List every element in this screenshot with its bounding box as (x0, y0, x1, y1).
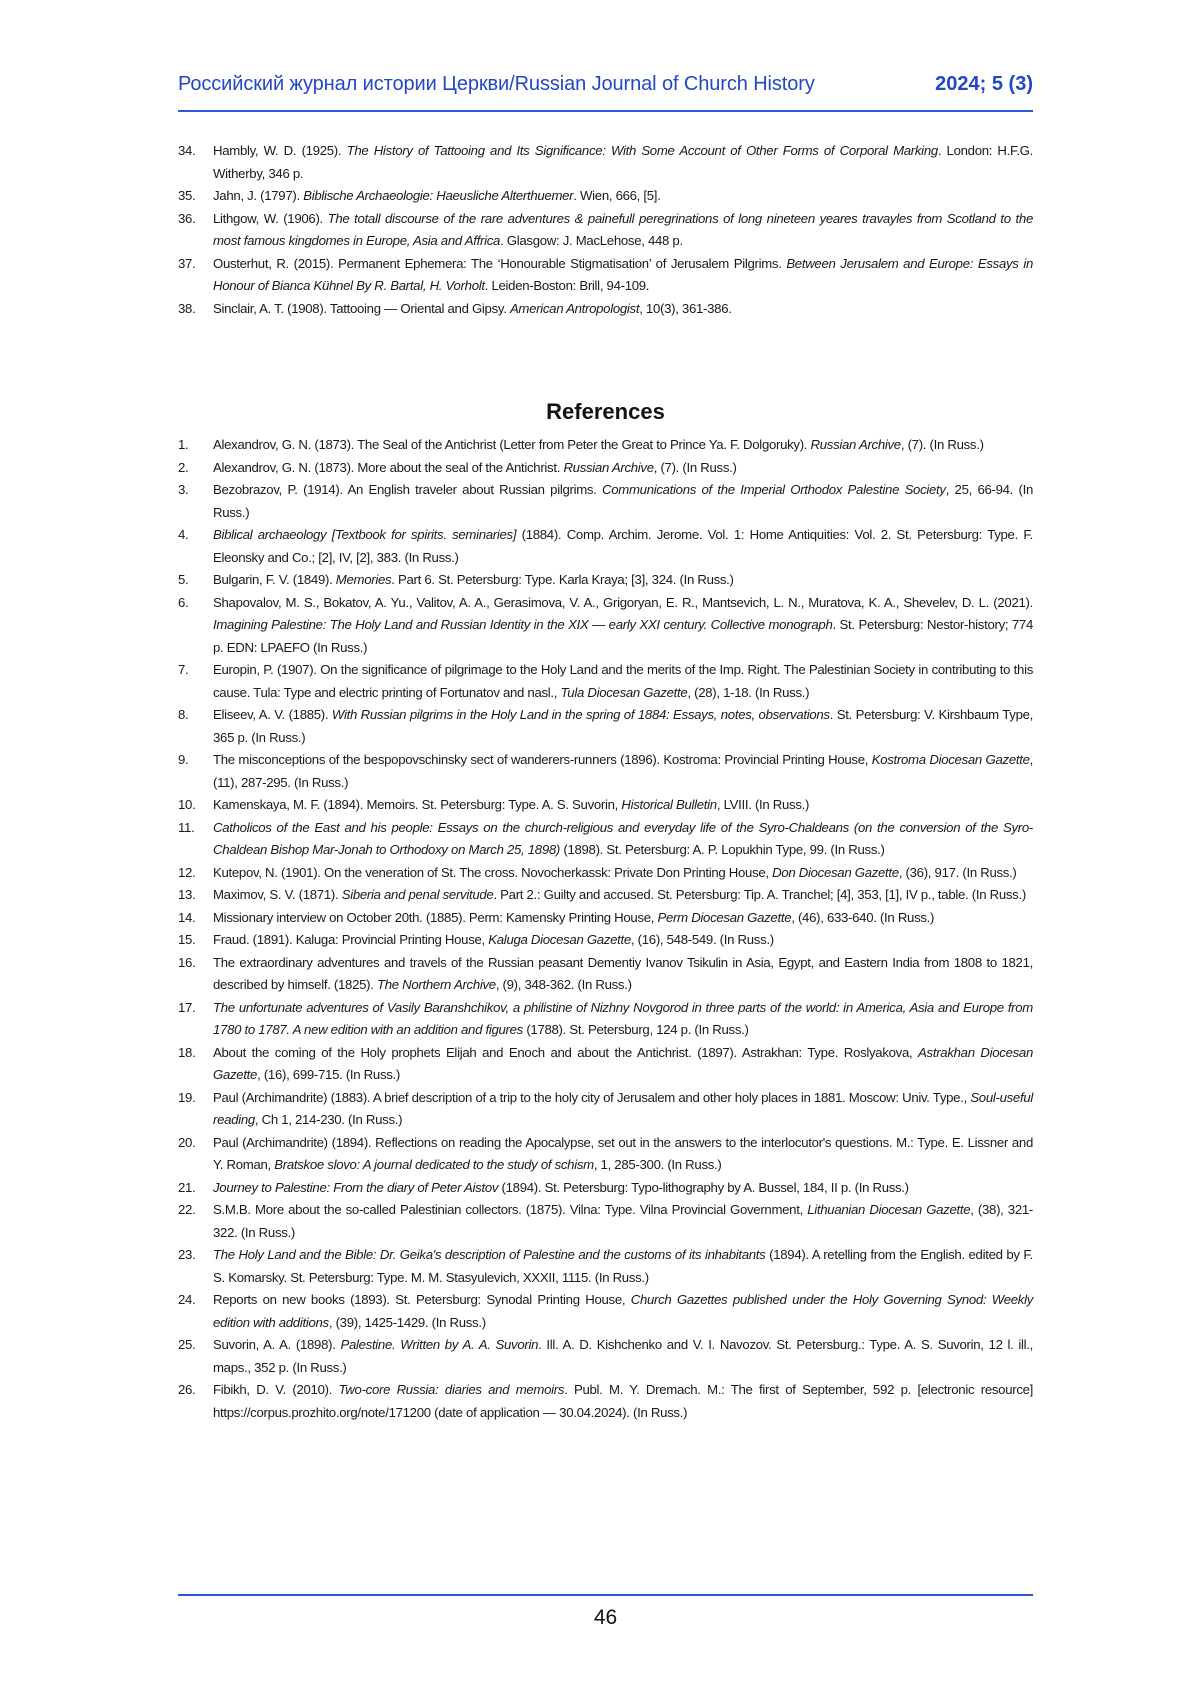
issue-number: 2024; 5 (3) (935, 73, 1033, 95)
reference-text: , (46), 633-640. (In Russ.) (791, 909, 935, 925)
reference-text: Paul (Archimandrite) (1894). Reflections on reading the Apocalypse, set out in the answers to the interlocutor's questions. M.: Type. E. Lissner and Y. Roman, (213, 1134, 1033, 1172)
reference-item (178, 457, 1033, 480)
reference-title: Russian Archive (810, 437, 901, 452)
reference-item (178, 794, 1033, 817)
reference-text: Jahn, J. (1797). (213, 188, 304, 203)
reference-title: Biblische Archaeologie: Haeusliche Alterthuemer (303, 188, 574, 203)
reference-title: Between Jerusalem and Europe: Essays in Honour of Bianca Kühnel By R. Bartal, H. Vorholt (213, 255, 1033, 293)
reference-text: Bulgarin, F. V. (1849). (213, 572, 336, 587)
reference-title: Imagining Palestine: The Holy Land and Russian Identity in the XIX — early XXI century. Collective monograph (213, 617, 833, 632)
page-number: 46 (593, 1606, 618, 1629)
reference-text: , (39), 1425-1429. (In Russ.) (328, 1314, 486, 1330)
reference-text: Fibikh, D. V. (2010). (213, 1382, 339, 1397)
reference-title: Journey to Palestine: From the diary of Peter Aistov (213, 1179, 499, 1195)
reference-item (178, 298, 1033, 321)
reference-item (178, 569, 1033, 592)
reference-text: (1894). St. Petersburg: Typo-lithography by A. Bussel, 184, II p. (In Russ.) (498, 1179, 909, 1195)
reference-number: 10. (178, 797, 196, 812)
reference-title: Soul-useful reading (213, 1089, 1033, 1127)
reference-item (178, 862, 1033, 885)
reference-item (178, 1132, 1033, 1177)
reference-text: , (9), 348-362. (In Russ.) (495, 977, 632, 992)
reference-number: 3. (178, 482, 189, 497)
reference-title: The Northern Archive (376, 977, 496, 992)
reference-text: , LVIII. (In Russ.) (716, 797, 810, 812)
reference-item (178, 952, 1033, 997)
reference-text: . Wien, 666, [5]. (573, 188, 661, 203)
reference-text: . London: H.F.G. Witherby, 346 p. (213, 143, 1034, 181)
reference-text: (1884). Comp. Archim. Jerome. Vol. 1: Home Antiquities: Vol. 2. St. Petersburg: Type. F. Eleonsky and Co.; [2], IV, [2], 383. (In Russ.) (213, 527, 1033, 565)
reference-number: 12. (178, 864, 196, 880)
reference-title: The unfortunate adventures of Vasily Baranshchikov, a philistine of Nizhny Novgorod in three parts of the world: in America, Asia and Europe from 1780 to 1787. A new edition with an addition and figures (213, 999, 1033, 1037)
reference-number: 26. (178, 1382, 196, 1397)
reference-number: 2. (178, 459, 189, 475)
reference-number: 16. (178, 954, 196, 970)
reference-number: 15. (178, 932, 196, 947)
reference-text: Paul (Archimandrite) (1883). A brief description of a trip to the holy city of Jerusalem and other holy places in 1881. Moscow: Univ. Type., (213, 1089, 971, 1105)
reference-item (178, 997, 1033, 1042)
reference-text: Ousterhut, R. (2015). Permanent Ephemera: The ‘Honourable Stigmatisation’ of Jerusalem Pilgrims. (213, 255, 787, 271)
reference-number: 18. (178, 1044, 196, 1060)
reference-item (178, 185, 1033, 208)
reference-text: S.M.B. More about the so-called Palestinian collectors. (1875). Vilna: Type. Vilna Provincial Government, (213, 1202, 808, 1217)
reference-text: , (16), 548-549. (In Russ.) (630, 932, 774, 947)
reference-item (178, 929, 1033, 952)
reference-number: 37. (178, 255, 196, 271)
reference-title: Astrakhan Diocesan Gazette (213, 1044, 1034, 1082)
reference-item (178, 749, 1033, 794)
reference-title: Two-core Russia: diaries and memoirs (338, 1382, 565, 1397)
references-list (178, 434, 1033, 1424)
reference-item (178, 1177, 1033, 1200)
reference-item (178, 659, 1033, 704)
reference-number: 6. (178, 594, 189, 610)
reference-title: Don Diocesan Gazette (772, 864, 899, 880)
reference-title: Memories (335, 572, 392, 587)
reference-title: The History of Tattooing and Its Significance: With Some Account of Other Forms of Corporal Marking (346, 143, 938, 158)
reference-text: . Publ. M. Y. Dremach. M.: The first of September, 592 p. [electronic resource] https://corpus.prozhito.org/note/171200 (date of application — 30.04.2024). (In Russ.) (213, 1382, 1034, 1420)
reference-title: The Holy Land and the Bible: Dr. Geika's description of Palestine and the customs of its inhabitants (213, 1247, 766, 1262)
reference-number: 35. (178, 188, 196, 203)
reference-number: 1. (178, 437, 189, 452)
reference-text: Alexandrov, G. N. (1873). The Seal of the Antichrist (Letter from Peter the Great to Prince Ya. F. Dolgoruky). (213, 437, 811, 452)
reference-number: 23. (178, 1247, 196, 1262)
reference-text: Lithgow, W. (1906). (213, 210, 328, 226)
reference-title: Tula Diocesan Gazette (560, 684, 688, 700)
reference-title: With Russian pilgrims in the Holy Land in the spring of 1884: Essays, notes, observations (331, 707, 830, 722)
reference-text: , (28), 1-18. (In Russ.) (687, 684, 810, 700)
reference-text: , 25, 66-94. (In Russ.) (213, 482, 1033, 520)
reference-item (178, 592, 1033, 660)
reference-item (178, 907, 1033, 930)
reference-title: Biblical archaeology [Textbook for spirits. seminaries] (213, 527, 517, 542)
reference-text: . Part 6. St. Petersburg: Type. Karla Kraya; [3], 324. (In Russ.) (391, 572, 734, 587)
reference-text: , (16), 699-715. (In Russ.) (257, 1067, 400, 1082)
reference-item (178, 253, 1033, 298)
reference-text: (1898). St. Petersburg: A. P. Lopukhin Type, 99. (In Russ.) (560, 842, 885, 857)
reference-text: Europin, P. (1907). On the significance of pilgrimage to the Holy Land and the merits of the Imp. Right. The Palestinian Society in contributing to this cause. Tula: Type and electric printing of Fortunatov and nasl., (213, 662, 1033, 700)
reference-text: . Leiden-Boston: Brill, 94-109. (484, 278, 650, 293)
reference-item (178, 1334, 1033, 1379)
reference-text: Suvorin, A. A. (1898). (213, 1337, 341, 1352)
reference-title: Russian Archive (563, 459, 654, 475)
reference-text: Kutepov, N. (1901). On the veneration of St. The cross. Novocherkassk: Private Don Printing House, (213, 864, 773, 880)
reference-title: Perm Diocesan Gazette (657, 909, 792, 925)
reference-title: Communications of the Imperial Orthodox Palestine Society (602, 482, 946, 497)
reference-number: 13. (178, 887, 196, 902)
page (178, 0, 1033, 1694)
reference-number: 11. (178, 819, 195, 835)
reference-text: , 1, 285-300. (In Russ.) (593, 1157, 722, 1172)
reference-item (178, 479, 1033, 524)
reference-text: (1894). A retelling from the English. edited by F. S. Komarsky. St. Petersburg: Type. M. M. Stasyulevich, XXXII, 1115. (In Russ.) (213, 1247, 1033, 1285)
reference-item (178, 1087, 1033, 1132)
reference-number: 25. (178, 1337, 196, 1352)
reference-number: 38. (178, 300, 196, 316)
reference-text: Kamenskaya, M. F. (1894). Memoirs. St. Petersburg: Type. A. S. Suvorin, (213, 797, 622, 812)
reference-number: 20. (178, 1134, 196, 1150)
reference-item (178, 884, 1033, 907)
reference-title: Catholicos of the East and his people: Essays on the church-religious and everyday life of the Syro-Chaldeans (on the conversion of the Syro-Chaldean Bishop Mar-Jonah to Orthodoxy on March 25, 1898) (213, 819, 1033, 857)
reference-title: Siberia and penal servitude (341, 887, 494, 902)
reference-item (178, 140, 1033, 185)
reference-text: The misconceptions of the bespopovschinsky sect of wanderers-runners (1896). Kostroma: Provincial Printing House, (213, 752, 872, 767)
reference-title: Church Gazettes published under the Holy Governing Synod: Weekly edition with additions (213, 1292, 1033, 1330)
running-header (178, 73, 1033, 105)
reference-number: 9. (178, 752, 189, 767)
reference-text: Reports on new books (1893). St. Petersburg: Synodal Printing House, (213, 1292, 631, 1307)
reference-text: , 10(3), 361-386. (639, 300, 732, 316)
reference-text: Maximov, S. V. (1871). (213, 887, 342, 902)
reference-text: , (7). (In Russ.) (653, 459, 737, 475)
reference-title: The totall discourse of the rare adventures & painefull peregrinations of long nineteen yeares travayles from Scotland to the most famous kingdomes in Europe, Asia and Affrica (213, 210, 1033, 248)
reference-text: , (7). (In Russ.) (900, 437, 984, 452)
reference-number: 22. (178, 1202, 196, 1217)
reference-text: Sinclair, A. T. (1908). Tattooing — Oriental and Gipsy. (213, 300, 510, 316)
reference-item (178, 704, 1033, 749)
reference-number: 19. (178, 1089, 196, 1105)
reference-text: (1788). St. Petersburg, 124 p. (In Russ.) (522, 1022, 749, 1037)
reference-text: , (38), 321-322. (In Russ.) (213, 1202, 1033, 1240)
reference-text: . St. Petersburg: V. Kirshbaum Type, 365 p. (In Russ.) (213, 707, 1034, 745)
reference-text: , Ch 1, 214-230. (In Russ.) (254, 1112, 403, 1127)
reference-title: Lithuanian Diocesan Gazette (807, 1202, 971, 1217)
reference-item (178, 1042, 1033, 1087)
reference-text: . Glasgow: J. MacLehose, 448 p. (500, 233, 683, 248)
reference-text: Hambly, W. D. (1925). (213, 143, 347, 158)
reference-number: 8. (178, 707, 189, 722)
reference-text: Missionary interview on October 20th. (1885). Perm: Kamensky Printing House, (213, 909, 658, 925)
bibliography-list (178, 140, 1033, 320)
reference-item (178, 1199, 1033, 1244)
reference-text: Eliseev, A. V. (1885). (213, 707, 332, 722)
reference-text: . St. Petersburg: Nestor-history; 774 p. EDN: LPAEFO (In Russ.) (213, 617, 1033, 655)
reference-item (178, 524, 1033, 569)
reference-number: 4. (178, 527, 189, 542)
footer-divider (178, 1594, 1033, 1596)
reference-title: Kaluga Diocesan Gazette (488, 932, 631, 947)
reference-item (178, 208, 1033, 253)
reference-number: 17. (178, 999, 196, 1015)
reference-number: 7. (178, 662, 189, 677)
reference-title: Palestine. Written by A. A. Suvorin (340, 1337, 539, 1352)
reference-number: 36. (178, 210, 196, 226)
reference-item (178, 1244, 1033, 1289)
header-divider (178, 110, 1033, 112)
reference-item (178, 434, 1033, 457)
reference-title: Bratskoe slovo: A journal dedicated to the study of schism (274, 1157, 594, 1172)
reference-title: Historical Bulletin (621, 797, 717, 812)
reference-number: 5. (178, 572, 189, 587)
reference-text: Fraud. (1891). Kaluga: Provincial Printing House, (213, 932, 489, 947)
reference-text: Alexandrov, G. N. (1873). More about the seal of the Antichrist. (213, 459, 564, 475)
reference-text: About the coming of the Holy prophets Elijah and Enoch and about the Antichrist. (1897). Astrakhan: Type. Roslyakova, (213, 1044, 919, 1060)
reference-number: 21. (178, 1179, 196, 1195)
reference-text: Shapovalov, M. S., Bokatov, A. Yu., Valitov, A. A., Gerasimova, V. A., Grigoryan, E. R., Mantsevich, L. N., Muratova, K. A., Shevelev, D. L. (2021). (213, 594, 1033, 610)
reference-item (178, 817, 1033, 862)
reference-item (178, 1289, 1033, 1334)
reference-number: 14. (178, 909, 196, 925)
reference-title: American Antropologist (509, 300, 640, 316)
reference-text: , (36), 917. (In Russ.) (898, 864, 1017, 880)
reference-text: , (11), 287-295. (In Russ.) (213, 752, 1034, 790)
reference-number: 34. (178, 143, 196, 158)
reference-text: . Part 2.: Guilty and accused. St. Petersburg: Tip. A. Tranchel; [4], 353, [1], IV p., table. (In Russ.) (493, 887, 1026, 902)
reference-number: 24. (178, 1292, 196, 1307)
reference-text: The extraordinary adventures and travels of the Russian peasant Dementiy Ivanov Tsikulin in Asia, Egypt, and Eastern India from 1808 to 1821, described by himself. (1825). (213, 954, 1033, 992)
reference-text: . Ill. A. D. Kishchenko and V. I. Navozov. St. Petersburg.: Type. A. S. Suvorin, 12 l. ill., maps., 352 p. (In Russ.) (213, 1337, 1033, 1375)
reference-text: Bezobrazov, P. (1914). An English traveler about Russian pilgrims. (213, 482, 603, 497)
reference-item (178, 1379, 1033, 1424)
reference-title: Kostroma Diocesan Gazette (871, 752, 1030, 767)
references-heading: References (546, 399, 665, 424)
journal-title: Российский журнал истории Церкви/Russian Journal of Church History (178, 73, 815, 95)
